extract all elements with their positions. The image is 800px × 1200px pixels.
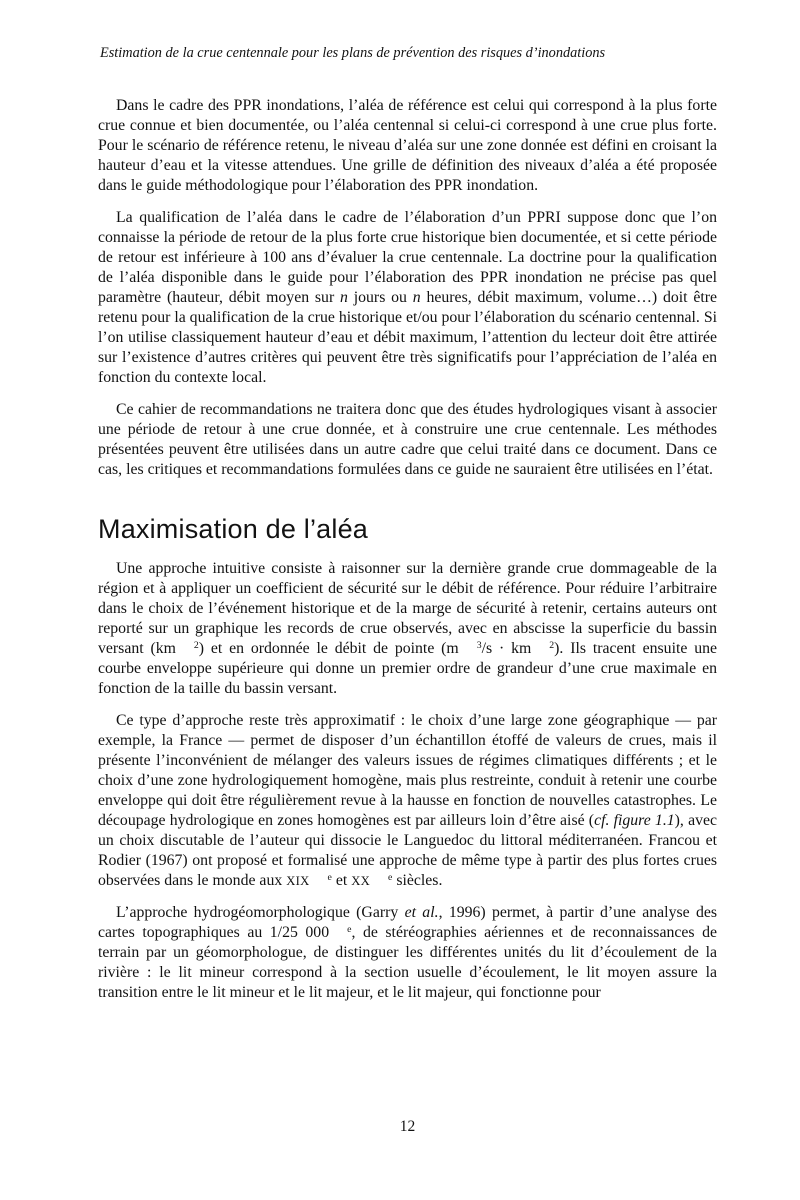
section-heading: Maximisation de l’aléa (98, 514, 369, 544)
paragraph (98, 400, 717, 480)
paragraph: Ce type d’approche reste très approximatif : le choix d’une large zone géographique — par exemple, la France — permet de disposer d’un échantillon étoffé de valeurs de crues, mais il présente l’inconvénient de mélanger des valeurs issues de régimes climatiques différents ; et le choix d’une zone hydrologiquement homogène, mais plus restreinte, conduit à retenir une courbe enveloppe qui doit être régulièrement revue à la hausse en fonction de nouvelles catastrophes. Le découpage hydrologique en zones homogènes est par ailleurs loin d’être aisé (cf. figure 1.1), avec un choix discutable de l’auteur qui dissocie le Languedoc du littoral méditerranéen. Francou et Rodier (1967) ont proposé et formalisé une approche de même type à partir des plus fortes crues observées dans le monde aux XIX e et XX e siècles. (98, 712, 717, 889)
intro-section (98, 96, 717, 480)
text-run-italic: et al. (404, 904, 439, 921)
text-run: heures, débit maximum, volume…) doit être retenu pour la qualification de la crue historique et/ou pour l’élaboration du scénario centennal. Si l’on utilise classiquement hauteur d’eau et débit maximum, l’attention du lecteur doit être attirée sur l’existence d’autres critères qui peuvent être très significatifs pour l’appréciation de l’aléa en fonction du contexte local. (98, 289, 717, 386)
text-run: /s · km (481, 640, 532, 657)
page-content (98, 96, 717, 1003)
maximisation-section (98, 559, 717, 1003)
paragraph: Une approche intuitive consiste à raisonner sur la dernière grande crue dommageable de la région et à appliquer un coefficient de sécurité sur le débit de référence. Pour réduire l’arbitraire dans le choix de l’événement historique et de la marge de sécurité à retenir, certains auteurs ont reporté sur un graphique les records de crue observés, avec en abscisse la superficie du bassin versant (km 2) et en ordonnée le débit de pointe (m 3/s · km 2). Ils tracent ensuite une courbe enveloppe supérieure qui donne un premier ordre de grandeur d’une crue maximale en fonction de la taille du bassin versant. (98, 560, 718, 697)
text-run: ), avec un choix discutable de l’auteur qui dissocie le Languedoc du littoral méditerranéen. Francou et Rodier (1967) ont proposé et formalisé une approche de même type à partir des plus fortes crues observées dans le monde aux (98, 812, 717, 889)
page-number: 12 (399, 1118, 416, 1135)
text-run-smallcaps: XX (351, 874, 371, 888)
paragraph: L’approche hydrogéomorphologique (Garry et al., 1996) permet, à partir d’une analyse des cartes topographiques au 1/25 000 e, de stéréographies aériennes et de reconnaissances de terrain par un géomorphologue, de distinguer les différentes unités du lit d’écoulement de la rivière : le lit mineur correspond à la section usuelle d’écoulement, le lit moyen assure la transition entre le lit mineur et le lit majeur, et le lit majeur, qui fonctionne pour (98, 904, 718, 1001)
text-run-smallcaps: XIX (286, 874, 310, 888)
text-run: , de stéréographies aériennes et de reconnaissances de terrain par un géomorphologue, de distinguer les différentes unités du lit d’écoulement de la rivière : le lit mineur correspond à la section usuelle d’écoulement, le lit moyen assure la transition entre le lit mineur et le lit majeur, et le lit majeur, qui fonctionne pour (98, 924, 717, 1001)
text-run-italic: cf. figure 1.1 (594, 812, 675, 829)
text-run: L’approche hydrogéomorphologique (Garry (116, 904, 405, 921)
text-run-italic: n (412, 289, 421, 306)
paragraph (98, 208, 717, 388)
running-header: Estimation de la crue centennale pour les plans de prévention des risques d’inondations (100, 45, 606, 61)
text-run: Une approche intuitive consiste à raisonner sur la dernière grande crue dommageable de la région et à appliquer un coefficient de sécurité sur le débit de référence. Pour réduire l’arbitraire dans le choix de l’événement historique et de la marge de sécurité à retenir, certains auteurs ont reporté sur un graphique les records de crue observés, avec en abscisse la superficie du bassin versant (km (98, 560, 717, 657)
text-run: Dans le cadre des PPR inondations, l’aléa de référence est celui qui correspond à la plus forte crue connue et bien documentée, ou l’aléa centennal si celui-ci correspond à une crue plus forte. Pour le scénario de référence retenu, le niveau d’aléa sur une zone donnée est défini en croisant la hauteur d’eau et la vitesse attendues. Une grille de définition des niveaux d’aléa a été proposée dans le guide méthodologique pour l’élaboration des PPR inondation. (98, 97, 717, 194)
text-run: et (331, 872, 352, 889)
text-run: Ce cahier de recommandations ne traitera donc que des études hydrologiques visant à associer une période de retour à une crue donnée, et à construire une crue centennale. Les méthodes présentées peuvent être utilisées dans un autre cadre que celui traité dans ce document. Dans ce cas, les critiques et recommandations formulées dans ce guide ne sauraient être utilisées en l’état. (98, 401, 717, 478)
text-run: La qualification de l’aléa dans le cadre de l’élaboration d’un PPRI suppose donc que l’on connaisse la période de retour de la plus forte crue historique bien documentée, et si cette période de retour est inférieure à 100 ans d’évaluer la crue centennale. La doctrine pour la qualification de l’aléa disponible dans le guide pour l’élaboration des PPR inondation ne précise pas quel paramètre (hauteur, débit moyen sur (98, 209, 717, 306)
text-run: ) et en ordonnée le débit de pointe (m (198, 640, 459, 657)
paragraph (98, 96, 717, 196)
text-run: siècles. (392, 872, 443, 889)
text-run: jours ou (347, 289, 413, 306)
text-run: ). Ils tracent ensuite une courbe enveloppe supérieure qui donne un premier ordre de grandeur d’une crue maximale en fonction de la taille du bassin versant. (98, 640, 718, 697)
text-run: , 1996) permet, à partir d’une analyse des cartes topographiques au 1/25 000 (98, 904, 718, 941)
text-run: Ce type d’approche reste très approximatif : le choix d’une large zone géographique — par exemple, la France — permet de disposer d’un échantillon étoffé de valeurs de crues, mais il présente l’inconvénient de mélanger des valeurs issues de régimes climatiques différents ; et le choix d’une zone hydrologiquement homogène, mais plus restreinte, conduit à retenir une courbe enveloppe qui doit être régulièrement revue à la hausse en fonction de nouvelles catastrophes. Le découpage hydrologique en zones homogènes est par ailleurs loin d’être aisé ( (98, 712, 717, 829)
text-run-italic: n (340, 289, 348, 306)
